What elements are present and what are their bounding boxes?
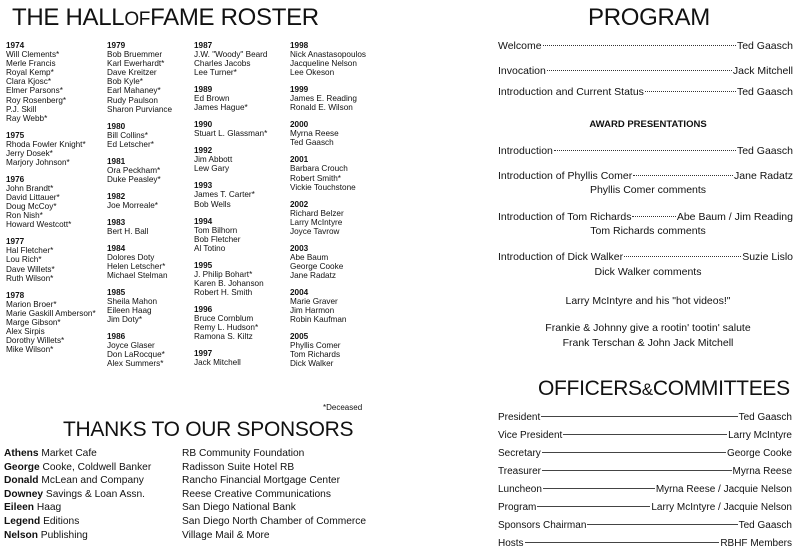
roster-year-block <box>6 237 106 282</box>
roster-member-name: Karl Ewerhardt* <box>107 59 165 69</box>
roster-member-name: Abe Baum <box>290 252 329 262</box>
roster-year-block <box>194 120 294 138</box>
roster-year: 1995 <box>194 260 213 270</box>
roster-member-name: Bruce Cornblum <box>194 313 254 323</box>
roster-member-name: John Brandt* <box>6 183 54 193</box>
officers-title-part-2: & <box>641 380 653 399</box>
officer-role: Hosts <box>498 538 524 549</box>
sponsor-name-rest: Cooke, Coldwell Banker <box>39 461 152 473</box>
award-item-tom-richards <box>498 211 793 225</box>
roster-year-block <box>290 200 390 236</box>
roster-year: 1982 <box>107 191 126 201</box>
officer-role: Vice President <box>498 430 563 441</box>
sponsor-name-rest: Savings & Loan Assn. <box>43 488 146 500</box>
roster-member-name: Elmer Parsons* <box>6 86 63 96</box>
roster-member-name: Alex Sirpis <box>6 326 45 336</box>
sponsor-name <box>4 488 151 502</box>
roster-year-block <box>194 41 294 77</box>
officer-name: Larry McIntyre / Jacquie Nelson <box>651 502 792 513</box>
sponsor-name <box>4 461 151 475</box>
roster-year-block <box>107 244 207 280</box>
roster-member-name: Marie Graver <box>290 297 338 307</box>
sponsor-name <box>4 447 151 461</box>
officer-row <box>498 502 792 516</box>
roster-member-name: Michael Stelman <box>107 271 168 281</box>
roster-year-block <box>107 157 207 184</box>
roster-member-name: Dave Kreitzer <box>107 68 157 78</box>
award-item-introduction <box>498 145 793 159</box>
roster-year: 1981 <box>107 156 126 166</box>
roster-member-name: Jacqueline Nelson <box>290 59 357 69</box>
roster-year-block <box>194 146 294 173</box>
sponsor-name: San Diego National Bank <box>182 502 296 514</box>
roster-year: 1983 <box>107 217 126 227</box>
program-item-label: Welcome <box>498 40 542 52</box>
sponsor-name-first-word: Athens <box>4 448 39 459</box>
roster-year-block <box>194 217 294 253</box>
roster-member-name: Joyce Tavrow <box>290 226 340 236</box>
officer-name: Ted Gaasch <box>738 520 792 531</box>
officer-name: Ted Gaasch <box>738 412 792 423</box>
program-item-person: Jack Mitchell <box>732 65 793 77</box>
roster-member-name: P.J. Skill <box>6 104 37 114</box>
officer-role: Program <box>498 502 537 513</box>
roster-member-name: Ramona S. Kiltz <box>194 332 253 342</box>
sponsor-name-rest: Publishing <box>37 529 88 541</box>
roster-member-name: Dick Walker <box>290 359 334 369</box>
roster-member-name: Vickie Touchstone <box>290 182 356 192</box>
sponsor-name: RB Community Foundation <box>182 448 305 459</box>
roster-year-block <box>107 332 207 368</box>
roster-member-name: Joyce Glaser <box>107 341 155 351</box>
officer-role: President <box>498 412 541 423</box>
award-item-person: Suzie Lislo <box>742 251 793 263</box>
roster-member-name: Bob Bruemmer <box>107 50 163 60</box>
roster-year: 1985 <box>107 288 126 297</box>
roster-member-name: James E. Reading <box>290 94 357 104</box>
officer-role: Treasurer <box>498 466 541 477</box>
roster-member-name: Doug McCoy* <box>6 202 57 212</box>
sponsor-name-rest: Editions <box>40 515 80 527</box>
program-item-welcome <box>498 40 793 54</box>
sponsor-name <box>4 515 151 529</box>
roster-member-name: Bob Fletcher <box>194 234 241 244</box>
sponsor-name <box>4 529 151 543</box>
closing-line-2: Frankie & Johnny give a rootin' tootin' salute <box>545 322 751 334</box>
roster-year: 1974 <box>6 41 25 50</box>
roster-year: 1979 <box>107 41 126 50</box>
roster-member-name: Remy L. Hudson* <box>194 323 259 333</box>
roster-member-name: Ron Nish* <box>6 211 43 221</box>
roster-member-name: Bob Wells <box>194 199 231 209</box>
roster-member-name: Eileen Haag <box>107 306 152 316</box>
roster-member-name: Lee Turner* <box>194 68 237 78</box>
officer-row <box>498 448 792 462</box>
roster-member-name: Hal Fletcher* <box>6 246 54 256</box>
roster-member-name: Sharon Purviance <box>107 104 173 114</box>
award-item-label: Introduction of Phyllis Comer <box>498 170 633 182</box>
roster-member-name: Joe Morreale* <box>107 200 158 210</box>
officer-row <box>498 484 792 498</box>
sponsor-name <box>4 501 151 515</box>
officer-row <box>498 538 792 552</box>
roster-year: 1997 <box>194 349 213 359</box>
roster-member-name: Jerry Dosek* <box>6 148 53 158</box>
roster-year: 1976 <box>6 174 25 184</box>
award-item-label: Introduction of Tom Richards <box>498 211 632 223</box>
roster-member-name: Richard Belzer <box>290 208 344 218</box>
roster-member-name: Jim Abbott <box>194 155 233 165</box>
roster-member-name: Will Clements* <box>6 50 60 60</box>
roster-member-name: Dave Willets* <box>6 264 55 274</box>
officers-title-part-3: COMMITTEES <box>652 377 790 400</box>
roster-member-name: Jim Doty* <box>107 315 143 325</box>
roster-member-name: Larry McIntyre <box>290 217 343 227</box>
sponsor-name: Radisson Suite Hotel RB <box>182 461 295 473</box>
sponsor-name: San Diego North Chamber of Commerce <box>182 515 367 527</box>
roster-year: 1980 <box>107 121 126 131</box>
roster-member-name: Dorothy Willets* <box>6 336 65 346</box>
roster-member-name: David Littauer* <box>6 193 60 203</box>
roster-year: 2000 <box>290 120 309 130</box>
roster-member-name: Marge Gibson* <box>6 317 61 327</box>
roster-year: 1999 <box>290 85 309 95</box>
officer-name: Larry McIntyre <box>728 430 792 441</box>
roster-member-name: Robert Smith* <box>290 173 341 183</box>
roster-year: 2003 <box>290 243 309 253</box>
officer-name: RBHF Members <box>720 538 792 549</box>
roster-member-name: Roy Rosenberg* <box>6 95 67 105</box>
program-item-person: Ted Gaasch <box>736 86 793 98</box>
roster-year: 2002 <box>290 199 309 209</box>
roster-member-name: Bill Collins* <box>107 130 148 140</box>
sponsor-name-first-word: Downey <box>4 488 44 500</box>
sponsor-name: Village Mail & More <box>182 529 270 541</box>
roster-member-name: Clara Kjosc* <box>6 77 52 87</box>
roster-year-block <box>290 155 390 191</box>
roster-member-name: Merle Francis <box>6 59 56 69</box>
program-item-label: Invocation <box>498 65 546 77</box>
award-sub-phyllis: Phyllis Comer comments <box>589 184 707 196</box>
roster-year-block <box>107 288 207 324</box>
roster-member-name: Royal Kemp* <box>6 68 54 78</box>
roster-member-name: J.W. "Woody" Beard <box>194 50 268 60</box>
award-sub-tom: Tom Richards comments <box>590 225 706 237</box>
sponsor-name-first-word: Donald <box>4 475 39 487</box>
roster-member-name: Jack Mitchell <box>194 358 241 368</box>
sponsor-name: Reese Creative Communications <box>182 488 331 500</box>
roster-member-name: Earl Mahaney* <box>107 86 161 96</box>
sponsors-list-right <box>182 447 366 542</box>
officer-row <box>498 430 792 444</box>
officer-row <box>498 520 792 534</box>
roster-year-block <box>290 85 390 112</box>
roster-member-name: Rudy Paulson <box>107 95 158 105</box>
roster-member-name: Marjory Johnson* <box>6 157 70 167</box>
officer-role: Secretary <box>498 448 541 459</box>
roster-member-name: Lou Rich* <box>6 255 42 265</box>
officer-name: Myrna Reese <box>732 466 792 477</box>
roster-year-block <box>6 291 106 355</box>
officer-role: Sponsors Chairman <box>498 520 587 531</box>
roster-member-name: Ed Brown <box>194 94 230 104</box>
program-item-label: Introduction and Current Status <box>498 86 644 98</box>
roster-year: 2004 <box>290 288 309 297</box>
roster-year-block <box>6 41 106 123</box>
roster-member-name: Jim Harmon <box>290 306 335 316</box>
roster-year: 2005 <box>290 332 309 342</box>
roster-member-name: James T. Carter* <box>194 190 255 200</box>
sponsor-name-rest: Market Cafe <box>38 448 97 459</box>
roster-year: 1978 <box>6 290 25 300</box>
roster-title-part-1: THE HALL <box>12 4 125 31</box>
program-title: PROGRAM <box>588 4 710 31</box>
roster-year-block <box>290 288 390 324</box>
roster-member-name: Al Totino <box>194 243 226 253</box>
sponsor-name <box>4 474 151 488</box>
award-item-person: Abe Baum / Jim Reading <box>676 211 793 223</box>
roster-member-name: Myrna Reese <box>290 129 339 139</box>
roster-title <box>12 4 319 32</box>
sponsors-list-left <box>4 447 151 542</box>
officers-title <box>538 377 790 401</box>
roster-member-name: Robert H. Smith <box>194 287 253 297</box>
roster-member-name: Ray Webb* <box>6 113 48 123</box>
roster-member-name: Phyllis Comer <box>290 341 341 351</box>
roster-member-name: James Hague* <box>194 103 248 113</box>
roster-member-name: Tom Bilhorn <box>194 225 238 235</box>
roster-year-block <box>290 120 390 147</box>
roster-year-block <box>6 131 106 167</box>
roster-member-name: Lew Gary <box>194 164 230 174</box>
award-presentations-heading: AWARD PRESENTATIONS <box>589 119 707 130</box>
award-item-dick-walker <box>498 251 793 265</box>
roster-member-name: Rhoda Fowler Knight* <box>6 139 86 149</box>
roster-year-block <box>107 122 207 149</box>
roster-member-name: Charles Jacobs <box>194 59 251 69</box>
roster-member-name: Ruth Wilson* <box>6 273 54 283</box>
officer-name: George Cooke <box>726 448 792 459</box>
program-item-person: Ted Gaasch <box>736 40 793 52</box>
roster-member-name: Ted Gaasch <box>290 138 334 148</box>
roster-year: 1975 <box>6 130 25 140</box>
roster-member-name: Sheila Mahon <box>107 297 158 307</box>
roster-year: 2001 <box>290 155 309 165</box>
program-item-introduction-status <box>498 86 793 100</box>
roster-member-name: Ora Peckham* <box>107 165 161 175</box>
roster-member-name: Bert H. Ball <box>107 226 149 236</box>
award-item-person: Ted Gaasch <box>736 145 793 157</box>
roster-member-name: Alex Summers* <box>107 359 164 369</box>
roster-member-name: Mike Wilson* <box>6 345 54 355</box>
roster-member-name: Jane Radatz <box>290 271 336 281</box>
officers-title-part-1: OFFICERS <box>538 377 642 400</box>
closing-line-1: Larry McIntyre and his "hot videos!" <box>565 295 731 307</box>
roster-year: 1986 <box>107 332 126 342</box>
roster-member-name: Barbara Crouch <box>290 164 348 174</box>
roster-year-block <box>107 218 207 236</box>
officer-name: Myrna Reese / Jacquie Nelson <box>655 484 792 495</box>
roster-year: 1998 <box>290 41 309 50</box>
roster-year-block <box>6 175 106 230</box>
roster-year-block <box>107 192 207 210</box>
roster-member-name: Don LaRocque* <box>107 350 165 360</box>
officer-row <box>498 466 792 480</box>
roster-member-name: George Cooke <box>290 261 344 271</box>
sponsor-name-first-word: George <box>4 461 40 473</box>
roster-member-name: Marie Gaskill Amberson* <box>6 308 96 318</box>
roster-year-block <box>194 181 294 208</box>
sponsor-name-first-word: Legend <box>4 515 41 527</box>
roster-member-name: Robin Kaufman <box>290 315 347 325</box>
award-sub-dick: Dick Walker comments <box>594 266 702 278</box>
roster-member-name: Karen B. Johanson <box>194 278 264 288</box>
sponsors-title: THANKS TO OUR SPONSORS <box>63 418 354 441</box>
roster-member-name: Dolores Doty <box>107 252 155 262</box>
roster-member-name: Duke Peasley* <box>107 174 161 184</box>
roster-year-block <box>107 41 207 114</box>
roster-title-part-2: OF <box>124 9 151 30</box>
deceased-note: *Deceased <box>323 403 363 412</box>
award-item-person: Jane Radatz <box>734 170 793 182</box>
roster-year: 1994 <box>194 216 213 226</box>
closing-line-3: Frank Terschan & John Jack Mitchell <box>562 337 734 349</box>
sponsor-name-first-word: Eileen <box>4 502 35 514</box>
officer-row <box>498 412 792 426</box>
roster-year: 1984 <box>107 243 126 253</box>
roster-member-name: Nick Anastasopoulos <box>290 50 367 60</box>
roster-year: 1977 <box>6 237 25 247</box>
roster-year: 1989 <box>194 85 213 95</box>
sponsor-name-first-word: Nelson <box>4 529 38 541</box>
roster-year: 1990 <box>194 120 213 130</box>
roster-member-name: Lee Okeson <box>290 68 335 78</box>
award-item-label: Introduction of Dick Walker <box>498 251 624 263</box>
roster-year: 1993 <box>194 181 213 191</box>
roster-year: 1992 <box>194 146 213 156</box>
roster-year-block <box>194 85 294 112</box>
roster-year: 1996 <box>194 304 213 314</box>
sponsor-name-rest: Haag <box>34 502 62 514</box>
roster-year-block <box>290 244 390 280</box>
roster-member-name: Ed Letscher* <box>107 139 154 149</box>
roster-year-block <box>290 332 390 368</box>
sponsor-name-rest: McLean and Company <box>38 475 144 487</box>
roster-member-name: Ronald E. Wilson <box>290 103 353 113</box>
roster-member-name: Helen Letscher* <box>107 261 166 271</box>
roster-member-name: Howard Westcott* <box>6 220 72 230</box>
award-item-label: Introduction <box>498 145 553 157</box>
sponsor-name: Rancho Financial Mortgage Center <box>182 475 340 487</box>
award-item-phyllis-comer <box>498 170 793 184</box>
roster-member-name: Marion Broer* <box>6 299 57 309</box>
program-item-invocation <box>498 65 793 79</box>
roster-member-name: Tom Richards <box>290 350 341 360</box>
roster-year: 1987 <box>194 41 213 50</box>
roster-member-name: J. Philip Bohart* <box>194 269 253 279</box>
roster-member-name: Stuart L. Glassman* <box>194 129 268 139</box>
roster-member-name: Bob Kyle* <box>107 77 143 87</box>
roster-year-block <box>194 349 294 367</box>
roster-year-block <box>194 261 294 297</box>
roster-title-part-3: FAME ROSTER <box>150 4 319 31</box>
roster-year-block <box>194 305 294 341</box>
officer-role: Luncheon <box>498 484 542 495</box>
roster-year-block <box>290 41 390 77</box>
